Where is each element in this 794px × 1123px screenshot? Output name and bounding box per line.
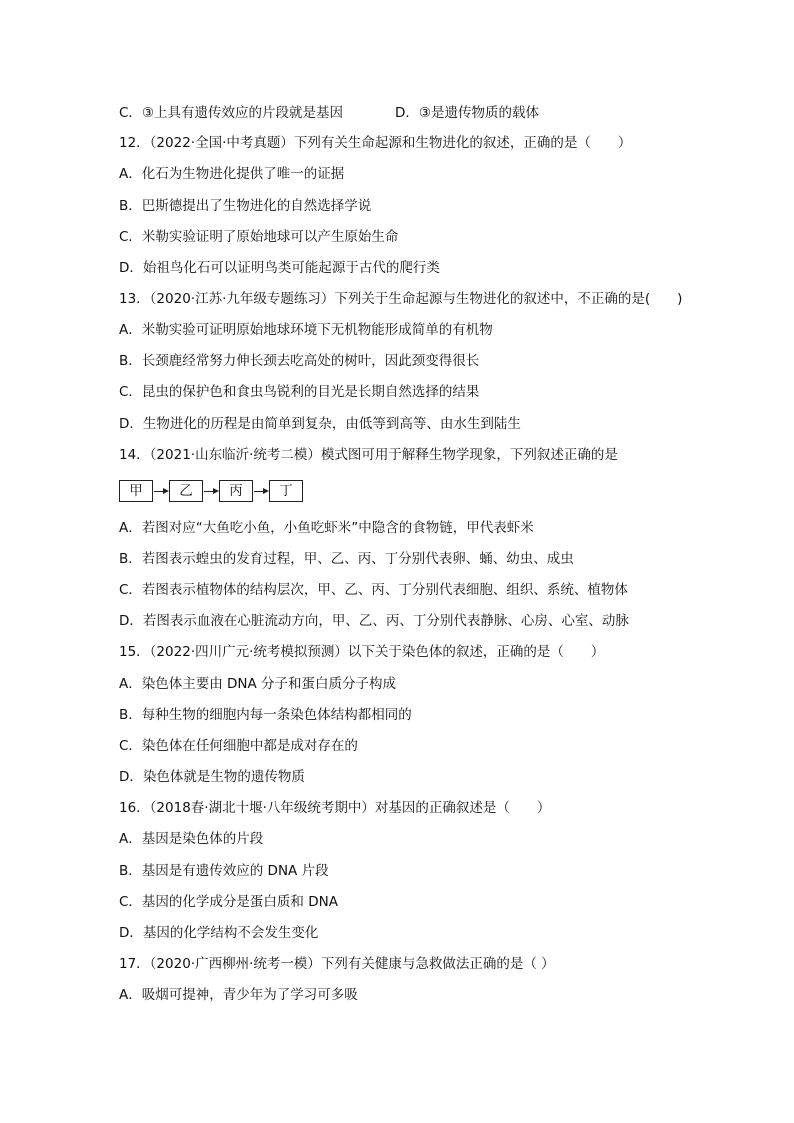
q14-option-a: A．若图对应“大鱼吃小鱼，小鱼吃虾米”中隐含的食物链，甲代表虾米 <box>119 520 534 536</box>
q13-option-d: D．生物进化的历程是由简单到复杂，由低等到高等、由水生到陆生 <box>119 416 521 432</box>
q12-option-d: D．始祖鸟化石可以证明鸟类可能起源于古代的爬行类 <box>119 260 440 276</box>
q16-stem: 16．（2018春·湖北十堰·八年级统考期中）对基因的正确叙述是（ ） <box>119 800 551 816</box>
q14-option-b: B．若图表示蝗虫的发育过程，甲、乙、丙、丁分别代表卵、蛹、幼虫、成虫 <box>119 551 574 567</box>
q13-option-a: A．米勒实验可证明原始地球环境下无机物能形成简单的有机物 <box>119 322 493 338</box>
q13-option-c: C．昆虫的保护色和食虫鸟锐利的目光是长期自然选择的结果 <box>119 384 480 400</box>
q14-option-c: C．若图表示植物体的结构层次，甲、乙、丙、丁分别代表细胞、组织、系统、植物体 <box>119 582 628 598</box>
arrow-right-icon <box>203 481 219 501</box>
q16-option-c: C．基因的化学成分是蛋白质和 DNA <box>119 894 338 910</box>
q16-option-a: A．基因是染色体的片段 <box>119 831 264 847</box>
flow-box-yi: 乙 <box>169 480 203 502</box>
flow-box-ding: 丁 <box>269 480 303 502</box>
q15-option-c: C．染色体在任何细胞中都是成对存在的 <box>119 738 358 754</box>
q11-option-c: C．③上具有遗传效应的片段就是基因 <box>119 105 344 121</box>
q12-option-a: A．化石为生物进化提供了唯一的证据 <box>119 166 345 182</box>
q14-stem: 14．（2021·山东临沂·统考二模）模式图可用于解释生物学现象，下列叙述正确的是 <box>119 447 618 463</box>
q14-option-d: D．若图表示血液在心脏流动方向，甲、乙、丙、丁分别代表静脉、心房、心室、动脉 <box>119 613 629 629</box>
q17-stem: 17．（2020·广西柳州·统考一模）下列有关健康与急救做法正确的是（ ） <box>119 956 555 972</box>
q11-options-cd <box>119 103 539 123</box>
q15-option-b: B．每种生物的细胞内每一条染色体结构都相同的 <box>119 707 412 723</box>
q14-flow-diagram <box>119 478 303 504</box>
q15-option-a: A．染色体主要由 DNA 分子和蛋白质分子构成 <box>119 676 397 692</box>
flow-box-jia: 甲 <box>119 480 153 502</box>
q13-option-b: B．长颈鹿经常努力伸长颈去吃高处的树叶，因此颈变得很长 <box>119 353 480 369</box>
q15-option-d: D．染色体就是生物的遗传物质 <box>119 769 305 785</box>
q12-option-b: B．巴斯德提出了生物进化的自然选择学说 <box>119 198 372 214</box>
q15-stem: 15．（2022·四川广元·统考模拟预测）以下关于染色体的叙述，正确的是（ ） <box>119 644 605 660</box>
q12-option-c: C．米勒实验证明了原始地球可以产生原始生命 <box>119 229 399 245</box>
q12-stem: 12．（2022·全国·中考真题）下列有关生命起源和生物进化的叙述，正确的是（ ） <box>119 135 632 151</box>
q17-option-a: A．吸烟可提神，青少年为了学习可多吸 <box>119 987 358 1003</box>
q16-option-d: D．基因的化学结构不会发生变化 <box>119 925 319 941</box>
q11-option-d: D．③是遗传物质的载体 <box>395 105 539 121</box>
arrow-right-icon <box>253 481 269 501</box>
flow-box-bing: 丙 <box>219 480 253 502</box>
arrow-right-icon <box>153 481 169 501</box>
q16-option-b: B．基因是有遗传效应的 DNA 片段 <box>119 863 329 879</box>
q13-stem: 13．（2020·江苏·九年级专题练习）下列关于生命起源与生物进化的叙述中，不正确的是( ) <box>119 291 683 307</box>
